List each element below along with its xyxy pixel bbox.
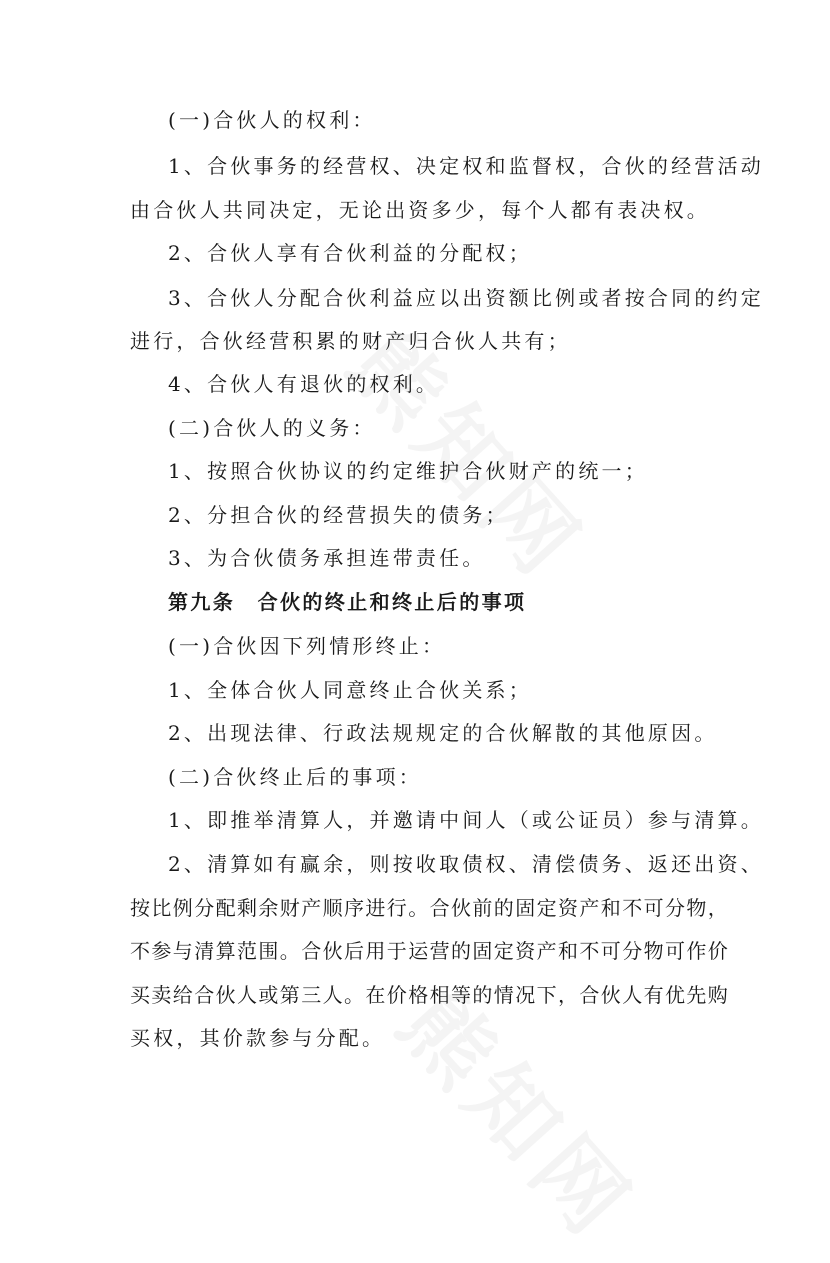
termination-heading: (一)合伙因下列情形终止： [168,634,446,658]
post-termination-item-2-cont-3: 买卖给合伙人或第三人。在价格相等的情况下，合伙人有优先购 [130,983,730,1007]
post-termination-heading: (二)合伙终止后的事项： [168,765,423,789]
termination-item-1: 1、全体合伙人同意终止合伙关系； [168,678,532,702]
rights-item-2: 2、合伙人享有合伙利益的分配权； [168,241,532,265]
duties-item-2: 2、分担合伙的经营损失的债务； [168,503,509,527]
rights-item-1: 1、合伙事务的经营权、决定权和监督权，合伙的经营活动 [168,154,764,178]
article-nine-title: 第九条 合伙的终止和终止后的事项 [168,590,527,614]
duties-heading: (二)合伙人的义务： [168,416,376,440]
post-termination-item-2-cont-2: 不参与清算范围。合伙后用于运营的固定资产和不可分物可作价 [130,939,730,963]
termination-item-2: 2、出现法律、行政法规规定的合伙解散的其他原因。 [168,721,718,745]
rights-item-3-cont: 进行，合伙经营积累的财产归合伙人共有； [130,329,571,353]
post-termination-item-1: 1、即推举清算人，并邀请中间人（或公证员）参与清算。 [168,808,764,832]
post-termination-item-2: 2、清算如有赢余，则按收取债权、清偿债务、返还出资、 [168,852,764,876]
rights-item-4: 4、合伙人有退伙的权利。 [168,372,440,396]
rights-item-1-cont: 由合伙人共同决定，无论出资多少，每个人都有表决权。 [130,198,710,222]
duties-item-1: 1、按照合伙协议的约定维护合伙财产的统一； [168,459,648,483]
rights-item-3: 3、合伙人分配合伙利益应以出资额比例或者按合同的约定 [168,286,764,310]
post-termination-item-2-cont-1: 按比例分配剩余财产顺序进行。合伙前的固定资产和不可分物， [130,896,730,920]
rights-heading: (一)合伙人的权利： [168,108,376,132]
post-termination-item-2-cont-4: 买权，其价款参与分配。 [130,1026,386,1050]
duties-item-3: 3、为合伙债务承担连带责任。 [168,546,486,570]
